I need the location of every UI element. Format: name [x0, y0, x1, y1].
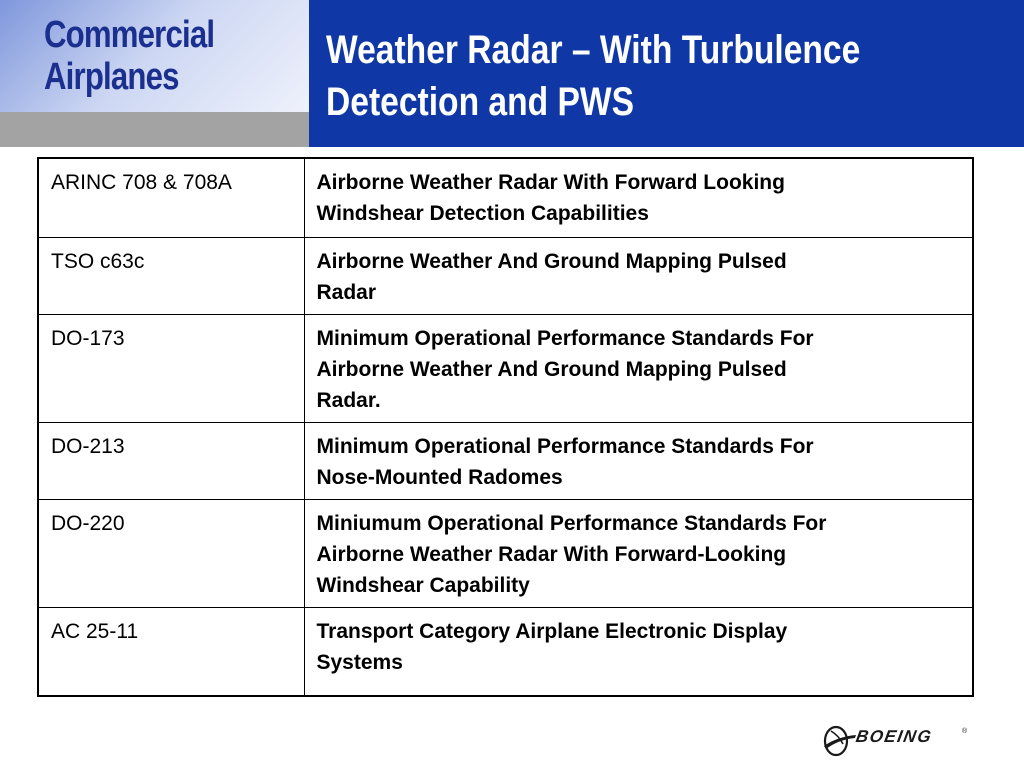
brand-line-1: Commercial [44, 14, 215, 56]
slide-title-line-2: Detection and PWS [326, 80, 635, 124]
registered-mark: ® [962, 728, 968, 735]
brand-gray-band [0, 112, 309, 147]
brand-name [44, 14, 214, 98]
brand-panel [0, 0, 309, 147]
standards-table [37, 157, 974, 697]
boeing-wordmark: BOEING [854, 727, 934, 746]
table-row [38, 500, 973, 608]
table-row [38, 608, 973, 697]
table-row [38, 238, 973, 315]
standard-code: DO-173 [38, 315, 304, 423]
standard-description: Transport Category Airplane Electronic Display Systems [304, 608, 973, 697]
boeing-logo [822, 722, 972, 758]
standard-code: DO-220 [38, 500, 304, 608]
table-row [38, 423, 973, 500]
standard-description: Airborne Weather Radar With Forward Looking Windshear Detection Capabilities [304, 158, 973, 238]
standard-code: ARINC 708 & 708A [38, 158, 304, 238]
standard-description: Airborne Weather And Ground Mapping Pulsed Radar [304, 238, 973, 315]
slide-title-line-1: Weather Radar – With Turbulence [326, 28, 861, 72]
title-panel [309, 0, 1024, 147]
standard-description: Minimum Operational Performance Standards For Airborne Weather And Ground Mapping Pulsed Radar. [304, 315, 973, 423]
table-row [38, 158, 973, 238]
brand-line-2: Airplanes [44, 56, 179, 98]
standard-code: DO-213 [38, 423, 304, 500]
standard-description: Miniumum Operational Performance Standards For Airborne Weather Radar With Forward-Looking Windshear Capability [304, 500, 973, 608]
boeing-symbol-icon [822, 722, 856, 758]
slide-title [326, 24, 860, 128]
table-row [38, 315, 973, 423]
standard-description: Minimum Operational Performance Standards For Nose-Mounted Radomes [304, 423, 973, 500]
standard-code: AC 25-11 [38, 608, 304, 697]
standard-code: TSO c63c [38, 238, 304, 315]
slide-header [0, 0, 1024, 147]
